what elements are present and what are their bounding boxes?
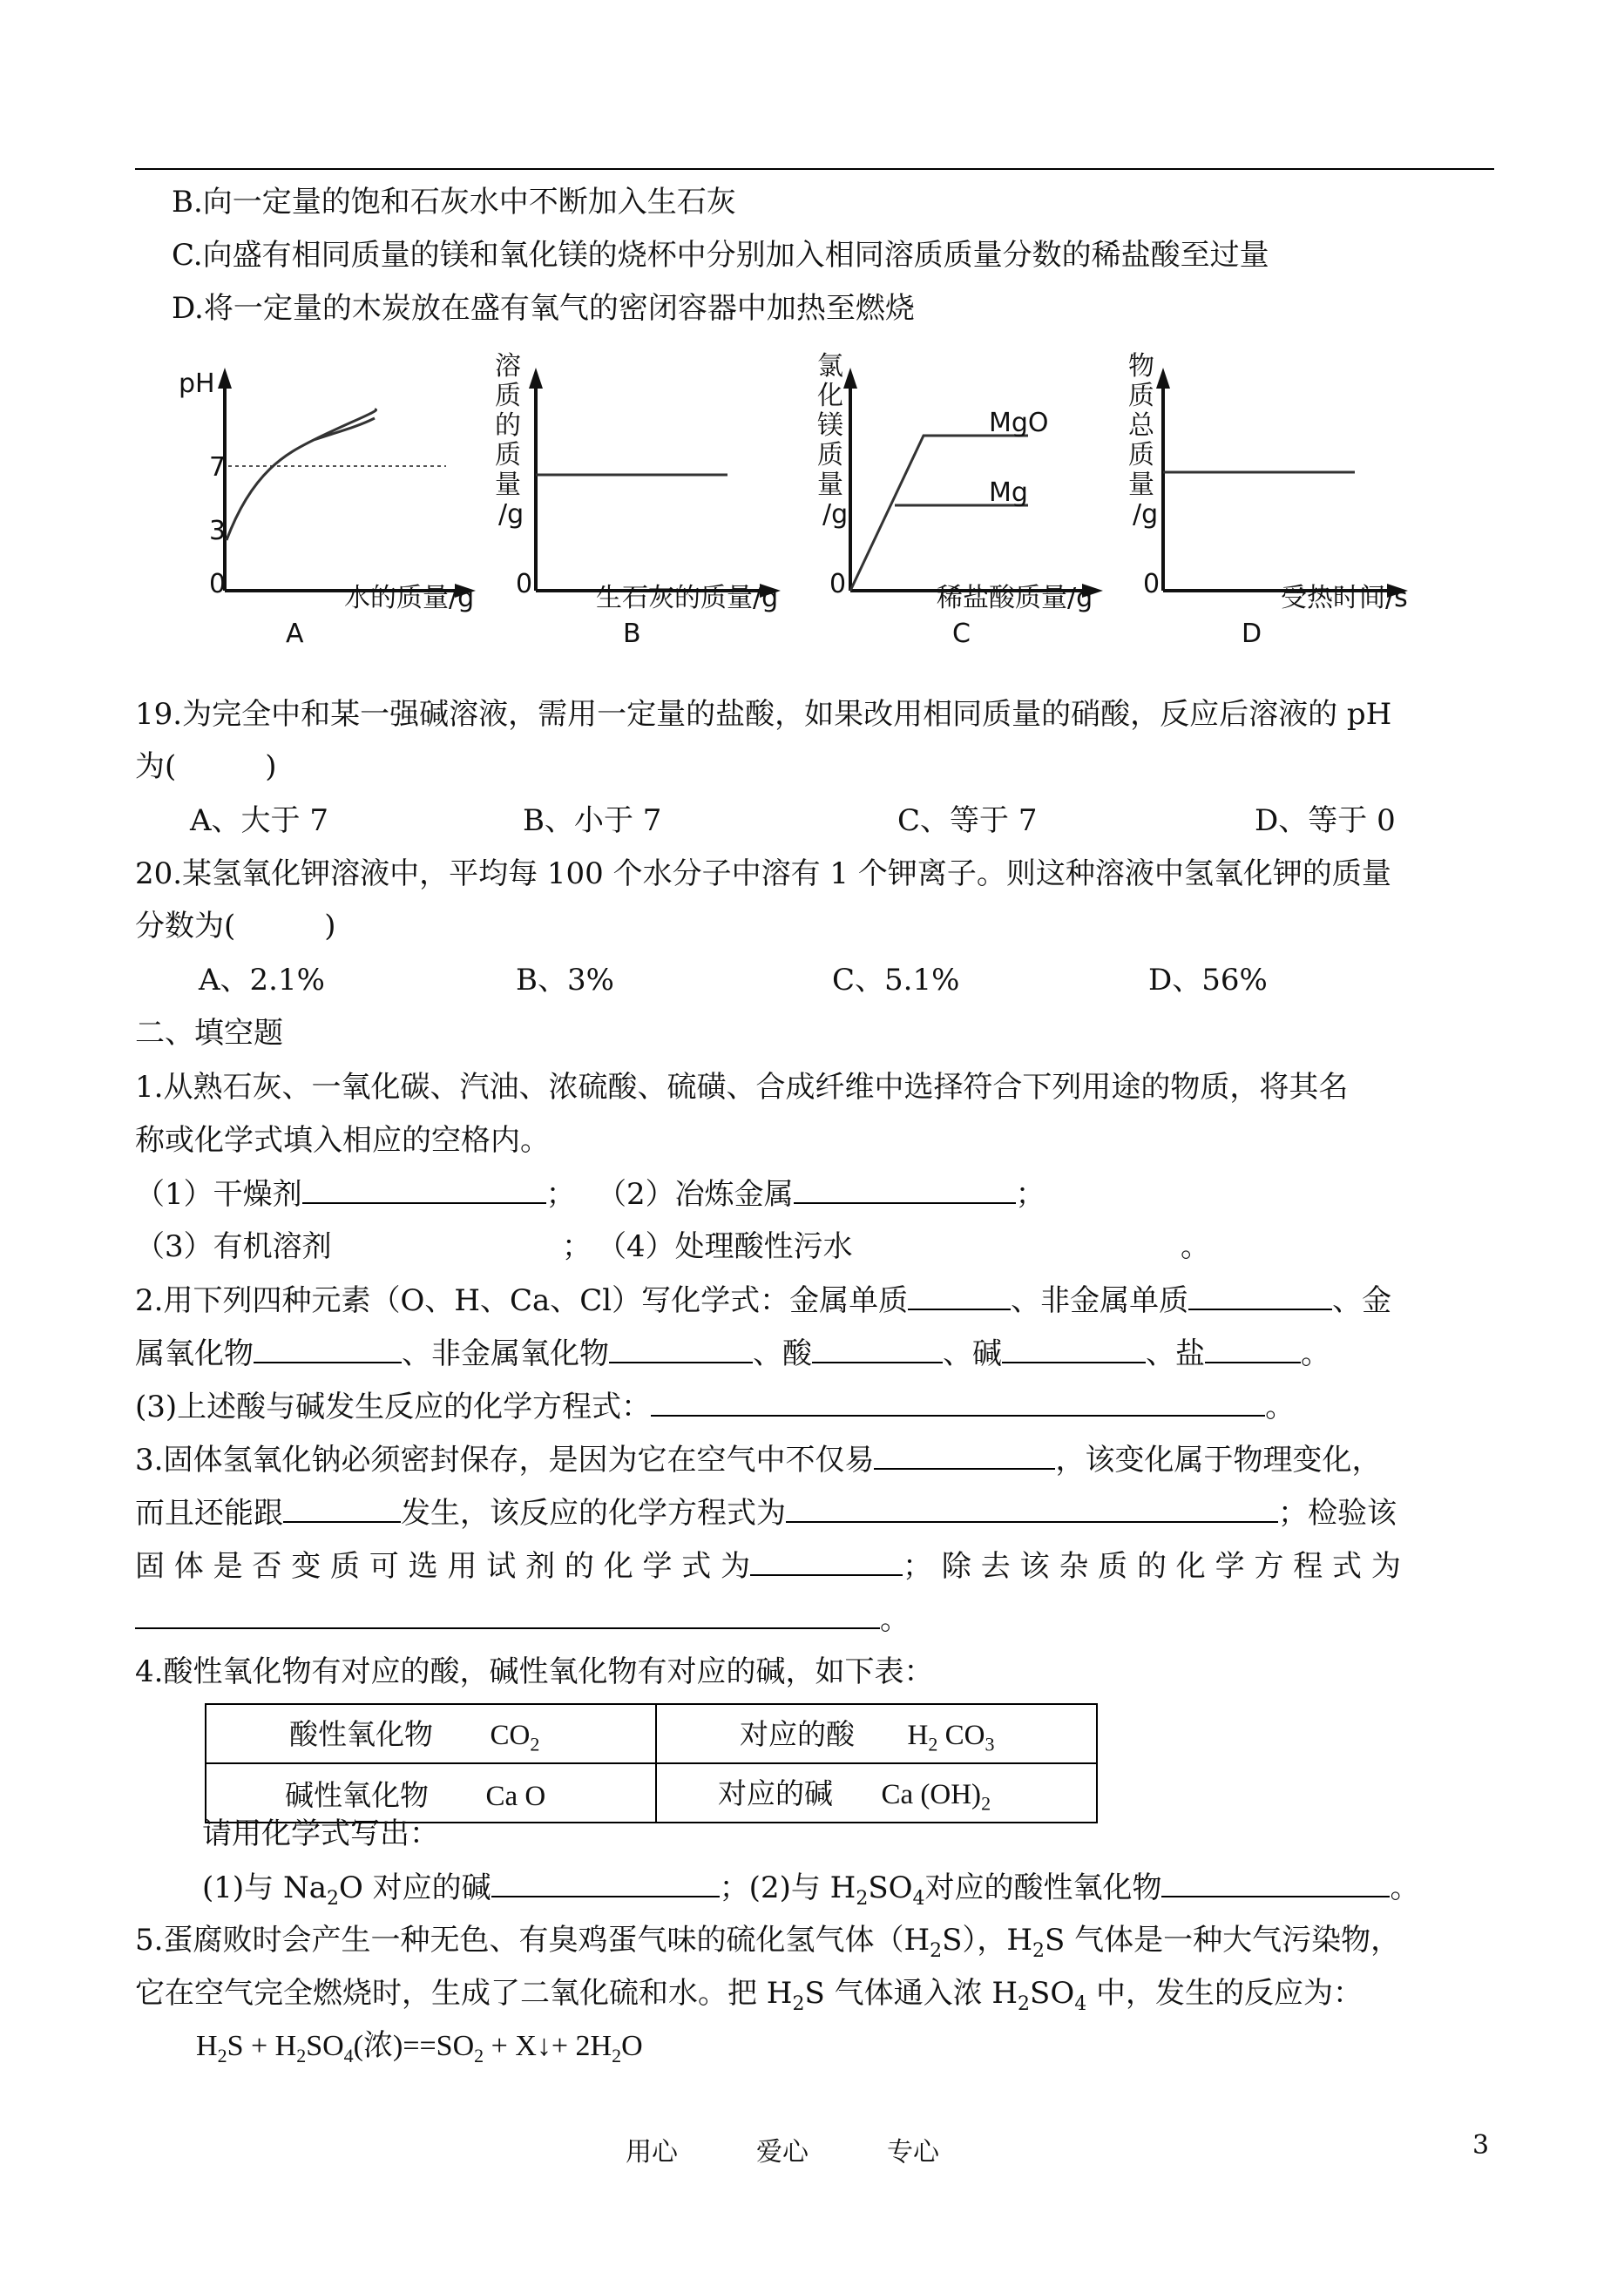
cell-value xyxy=(881,1778,991,1815)
fig-a-tick-3: 3 xyxy=(209,516,227,546)
q20-line2: 分数为( ) xyxy=(135,909,336,944)
cell-value: Ca O xyxy=(485,1780,546,1812)
footer-motto: 用心 爱心 专心 xyxy=(626,2137,939,2168)
page-number: 3 xyxy=(1472,2130,1490,2161)
f2-text: 、非金属单质 xyxy=(1011,1283,1189,1318)
q19-option-c: C、等于 7 xyxy=(897,803,1038,838)
blank-nonmetal-oxide[interactable] xyxy=(609,1336,753,1363)
table-row xyxy=(206,1763,1097,1823)
f1-end4: 。 xyxy=(1181,1229,1210,1264)
f3-text: 发生，该反应的化学方程式为 xyxy=(401,1496,786,1531)
f4-text: (1)与 Na xyxy=(202,1870,327,1905)
f5-text: S 气体是一种大气污染物， xyxy=(1045,1923,1401,1958)
option-b: B.向一定量的饱和石灰水中不断加入生石灰 xyxy=(172,185,736,220)
fig-c-xlabel: 稀盐酸质量/g xyxy=(937,583,1093,613)
blank-smelting[interactable] xyxy=(794,1176,1016,1204)
figures-panel xyxy=(0,331,1624,662)
fig-a-origin: 0 xyxy=(209,569,227,599)
fig-a-tick-7: 7 xyxy=(209,452,227,483)
fig-d-xlabel: 受热时间/s xyxy=(1281,583,1408,613)
f4-answers xyxy=(202,1870,1419,1917)
subscript: 2 xyxy=(792,1992,805,2015)
f2-text: 。 xyxy=(1265,1390,1296,1424)
blank-salt[interactable] xyxy=(1205,1336,1301,1363)
figure-d xyxy=(1128,351,1408,649)
subscript: 2 xyxy=(612,2044,622,2066)
eq-part: S + H xyxy=(227,2030,297,2062)
f2-text: 。 xyxy=(1301,1336,1330,1371)
subscript: 2 xyxy=(981,1792,991,1815)
subscript: 2 xyxy=(930,1939,943,1962)
q19-option-a: A、大于 7 xyxy=(190,803,328,838)
f3-line3 xyxy=(135,1548,1401,1584)
f4-text: O 对应的碱 xyxy=(339,1870,491,1905)
subscript: 2 xyxy=(856,1887,869,1910)
f2-text: 、酸 xyxy=(753,1336,812,1371)
option-c: C.向盛有相同质量的镁和氧化镁的烧杯中分别加入相同溶质质量分数的稀盐酸至过量 xyxy=(172,238,1269,273)
f1-item1 xyxy=(135,1176,576,1212)
oxide-table xyxy=(205,1703,1098,1823)
f2-text: (3)上述酸与碱发生反应的化学方程式： xyxy=(135,1390,652,1424)
f5-equation xyxy=(196,2029,643,2073)
cell-label: 碱性氧化物 xyxy=(285,1777,429,1812)
option-d: D.将一定量的木炭放在盛有氧气的密闭容器中加热至燃烧 xyxy=(172,291,915,326)
f2-text: 、碱 xyxy=(943,1336,1002,1371)
fig-d-caption: D xyxy=(1242,619,1262,649)
cell-value xyxy=(490,1719,540,1755)
subscript: 2 xyxy=(530,1733,540,1755)
q20-option-c: C、5.1% xyxy=(832,963,960,998)
f3-line2 xyxy=(135,1495,1397,1531)
q20-option-d: D、56% xyxy=(1148,963,1268,998)
blank-f3-4[interactable] xyxy=(750,1548,903,1576)
fig-d-ylabel: 物质总质量/g xyxy=(1128,351,1159,530)
f3-text: 固 体 是 否 变 质 可 选 用 试 剂 的 化 学 式 为 xyxy=(135,1549,751,1584)
blank-equation[interactable] xyxy=(651,1389,1265,1417)
fig-b-origin: 0 xyxy=(516,569,533,599)
f5-text: S 气体通入浓 H xyxy=(804,1976,1018,2011)
f5-text: 中，发生的反应为： xyxy=(1086,1976,1363,2011)
series-label-mg: Mg xyxy=(989,477,1028,508)
f1-item3 xyxy=(135,1229,332,1264)
q20-option-a: A、2.1% xyxy=(199,963,325,998)
f2-line3 xyxy=(135,1389,1295,1424)
f4-ask: 请用化学式写出： xyxy=(202,1816,439,1851)
blank-f3-3[interactable] xyxy=(786,1495,1278,1523)
q20-option-b: B、3% xyxy=(516,963,614,998)
blank-f3-5[interactable] xyxy=(135,1601,880,1629)
section-heading: 二、填空题 xyxy=(135,1016,283,1051)
eq-part: (浓)==SO xyxy=(353,2030,475,2062)
formula: Ca (OH) xyxy=(881,1778,982,1810)
f5-line2 xyxy=(135,1976,1363,2022)
fig-a-xlabel: 水的质量/g xyxy=(344,583,475,613)
f1-line1: 1.从熟石灰、一氧化碳、汽油、浓硫酸、硫磺、合成纤维中选择符合下列用途的物质，将其名 xyxy=(135,1070,1349,1105)
eq-part: O xyxy=(621,2030,643,2062)
q19-line1: 19.为完全中和某一强碱溶液，需用一定量的盐酸，如果改用相同质量的硝酸，反应后溶液的 pH xyxy=(135,697,1392,732)
q19-line2: 为( ) xyxy=(135,749,277,784)
f3-text: 而且还能跟 xyxy=(135,1496,283,1531)
f3-line1 xyxy=(135,1442,1381,1478)
blank-f3-2[interactable] xyxy=(283,1495,401,1523)
subscript: 2 xyxy=(474,2044,484,2066)
f3-text: 。 xyxy=(880,1602,910,1637)
blank-acid[interactable] xyxy=(812,1336,943,1363)
blank-metal-oxide[interactable] xyxy=(254,1336,402,1363)
formula: CO xyxy=(937,1719,985,1751)
blank-na2o-base[interactable] xyxy=(491,1870,720,1897)
subscript: 2 xyxy=(296,2044,307,2066)
header-rule xyxy=(135,168,1494,170)
f1-line2: 称或化学式填入相应的空格内。 xyxy=(135,1123,550,1158)
q20-line1: 20.某氢氧化钾溶液中，平均每 100 个水分子中溶有 1 个钾离子。则这种溶液中氢氧化钾的质量 xyxy=(135,856,1391,891)
f1-item4 xyxy=(597,1229,853,1264)
subscript: 4 xyxy=(912,1887,925,1910)
f1-item4-label: （4）处理酸性污水 xyxy=(597,1229,853,1264)
f4-text: 。 xyxy=(1390,1870,1420,1905)
f3-text: ；检验该 xyxy=(1278,1496,1397,1531)
f3-line4 xyxy=(135,1601,910,1637)
table-cell xyxy=(206,1763,656,1823)
f1-item1-label: （1）干燥剂 xyxy=(135,1177,302,1212)
f5-text: SO xyxy=(1030,1976,1075,2011)
f3-text: 3.固体氢氧化钠必须密封保存，是因为它在空气中不仅易 xyxy=(135,1443,875,1478)
blank-h2so4-oxide[interactable] xyxy=(1161,1870,1390,1897)
subscript: 2 xyxy=(327,1887,339,1910)
blank-f3-1[interactable] xyxy=(874,1442,1055,1470)
figure-b xyxy=(495,351,781,649)
f2-text: 、非金属氧化物 xyxy=(402,1336,609,1371)
f3-text: ； 除 去 该 杂 质 的 化 学 方 程 式 为 xyxy=(903,1549,1401,1584)
f2-text: 2.用下列四种元素（O、H、Ca、Cl）写化学式：金属单质 xyxy=(135,1283,909,1318)
subscript: 2 xyxy=(1018,1992,1031,2015)
f5-text: 5.蛋腐败时会产生一种无色、有臭鸡蛋气味的硫化氢气体（H xyxy=(135,1923,930,1958)
f5-text: S），H xyxy=(942,1923,1033,1958)
f1-item3-label: （3）有机溶剂 xyxy=(135,1229,332,1264)
blank-metal[interactable] xyxy=(908,1282,1011,1310)
fig-c-caption: C xyxy=(952,619,971,649)
blank-base[interactable] xyxy=(1002,1336,1146,1363)
fig-b-caption: B xyxy=(623,619,641,649)
sep: ； xyxy=(1015,1177,1045,1212)
q19-option-b: B、小于 7 xyxy=(523,803,662,838)
f4-text: SO xyxy=(868,1870,913,1905)
cell-label: 酸性氧化物 xyxy=(289,1716,433,1751)
subscript: 2 xyxy=(217,2044,227,2066)
formula: H xyxy=(907,1719,929,1751)
cell-value xyxy=(907,1719,995,1755)
subscript: 4 xyxy=(343,2044,354,2066)
table-row xyxy=(206,1704,1097,1763)
f1-item2-label: （2）冶炼金属 xyxy=(597,1177,794,1212)
sep: ； xyxy=(545,1177,576,1212)
f1-item2 xyxy=(597,1176,1045,1212)
fig-c-origin: 0 xyxy=(829,569,847,599)
eq-part: SO xyxy=(306,2030,344,2062)
blank-nonmetal[interactable] xyxy=(1188,1282,1332,1310)
cell-label: 对应的酸 xyxy=(740,1716,855,1751)
formula: CO xyxy=(490,1719,531,1751)
fig-d-origin: 0 xyxy=(1143,569,1160,599)
table-cell xyxy=(656,1763,1097,1823)
f2-text: 、盐 xyxy=(1146,1336,1205,1371)
f4-text: 对应的酸性氧化物 xyxy=(924,1870,1162,1905)
table-cell xyxy=(206,1704,656,1763)
blank-desiccant[interactable] xyxy=(302,1176,546,1204)
fig-c-ylabel: 氯化镁质量/g xyxy=(817,351,849,530)
eq-part: H xyxy=(196,2030,218,2062)
figure-c xyxy=(817,351,1103,649)
subscript: 2 xyxy=(928,1733,938,1755)
q19-option-d: D、等于 0 xyxy=(1255,803,1396,838)
f4-intro: 4.酸性氧化物有对应的酸，碱性氧化物有对应的碱，如下表： xyxy=(135,1654,934,1689)
figure-a xyxy=(179,368,476,649)
subscript: 4 xyxy=(1074,1992,1087,2015)
f2-text: 、金 xyxy=(1332,1283,1392,1318)
subscript: 3 xyxy=(985,1733,995,1755)
f5-text: 它在空气完全燃烧时，生成了二氧化硫和水。把 H xyxy=(135,1976,793,2011)
series-label-mgo: MgO xyxy=(989,408,1049,438)
table-cell xyxy=(656,1704,1097,1763)
subscript: 2 xyxy=(1032,1939,1045,1962)
f1-sep3: ； xyxy=(562,1229,592,1264)
fig-a-caption: A xyxy=(286,619,304,649)
cell-label: 对应的碱 xyxy=(718,1776,833,1810)
fig-b-ylabel: 溶质的质量/g xyxy=(495,351,524,530)
fig-b-xlabel: 生石灰的质量/g xyxy=(596,583,779,613)
f5-line1 xyxy=(135,1923,1400,1969)
f2-line2 xyxy=(135,1336,1330,1371)
fig-a-ylabel: pH xyxy=(179,369,215,399)
eq-part: + X↓+ 2H xyxy=(484,2030,612,2062)
f3-text: ，该变化属于物理变化， xyxy=(1055,1443,1382,1478)
f2-text: 属氧化物 xyxy=(135,1336,254,1371)
f4-text: ；(2)与 H xyxy=(719,1870,856,1905)
f2-line1 xyxy=(135,1282,1391,1318)
